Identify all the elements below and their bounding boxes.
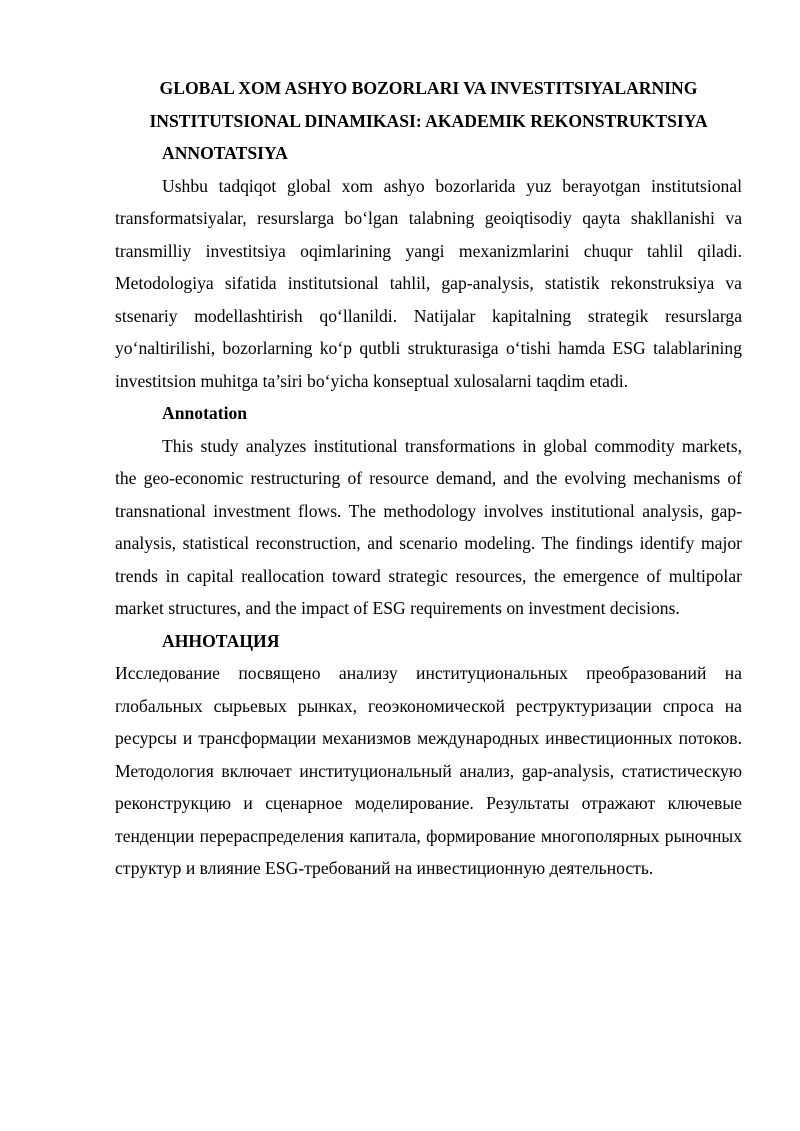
uzbek-abstract-text: Ushbu tadqiqot global xom ashyo bozorlarida yuz berayotgan institutsional transformatsiyalar, resurslarga bo‘lgan talabning geoiqtisodiy qayta shakllanishi va transmilliy investitsiya oqimlarining yangi mexanizmlarini chuqur tahlil qiladi. Metodologiya sifatida institutsional tahlil, gap-analysis, statistik rekonstruksiya va stsenariy modellashtirish qo‘llanildi. Natijalar kapitalning strategik resurslarga yo‘naltirilishi, bozorlarning ko‘p qutbli strukturasiga o‘tishi hamda ESG talablarining investitsion muhitga ta’siri bo‘yicha konseptual xulosalarni taqdim etadi. — [115, 175, 742, 391]
paper-title — [115, 72, 742, 137]
paper-title-line-2: INSTITUTSIONAL DINAMIKASI: AKADEMIK REKONSTRUKTSIYA — [149, 110, 708, 131]
russian-abstract-text: Исследование посвящено анализу институциональных преобразований на глобальных сырьевых рынках, геоэкономической реструктуризации спроса на ресурсы и трансформации механизмов международных инвестиционных потоков. Методология включает институциональный анализ, gap-analysis, статистическую реконструкцию и сценарное моделирование. Результаты отражают ключевые тенденции перераспределения капитала, формирование многополярных рыночных структур и влияние ESG-требований на инвестиционную деятельность. — [115, 663, 742, 878]
uzbek-abstract-heading: ANNOTATSIYA — [162, 143, 288, 163]
russian-abstract-heading: АННОТАЦИЯ — [162, 630, 280, 651]
document-page — [115, 72, 742, 885]
english-abstract-text: This study analyzes institutional transformations in global commodity markets, the geo-economic restructuring of resource demand, and the evolving mechanisms of transnational investment flows. The methodology involves institutional analysis, gap-analysis, statistical reconstruction, and scenario modeling. The findings identify major trends in capital reallocation toward strategic resources, the emergence of multipolar market structures, and the impact of ESG requirements on investment decisions. — [115, 435, 742, 618]
paper-title-line-1: GLOBAL XOM ASHYO BOZORLARI VA INVESTITSIYALARNING — [159, 78, 698, 98]
english-abstract-heading: Annotation — [162, 403, 248, 423]
